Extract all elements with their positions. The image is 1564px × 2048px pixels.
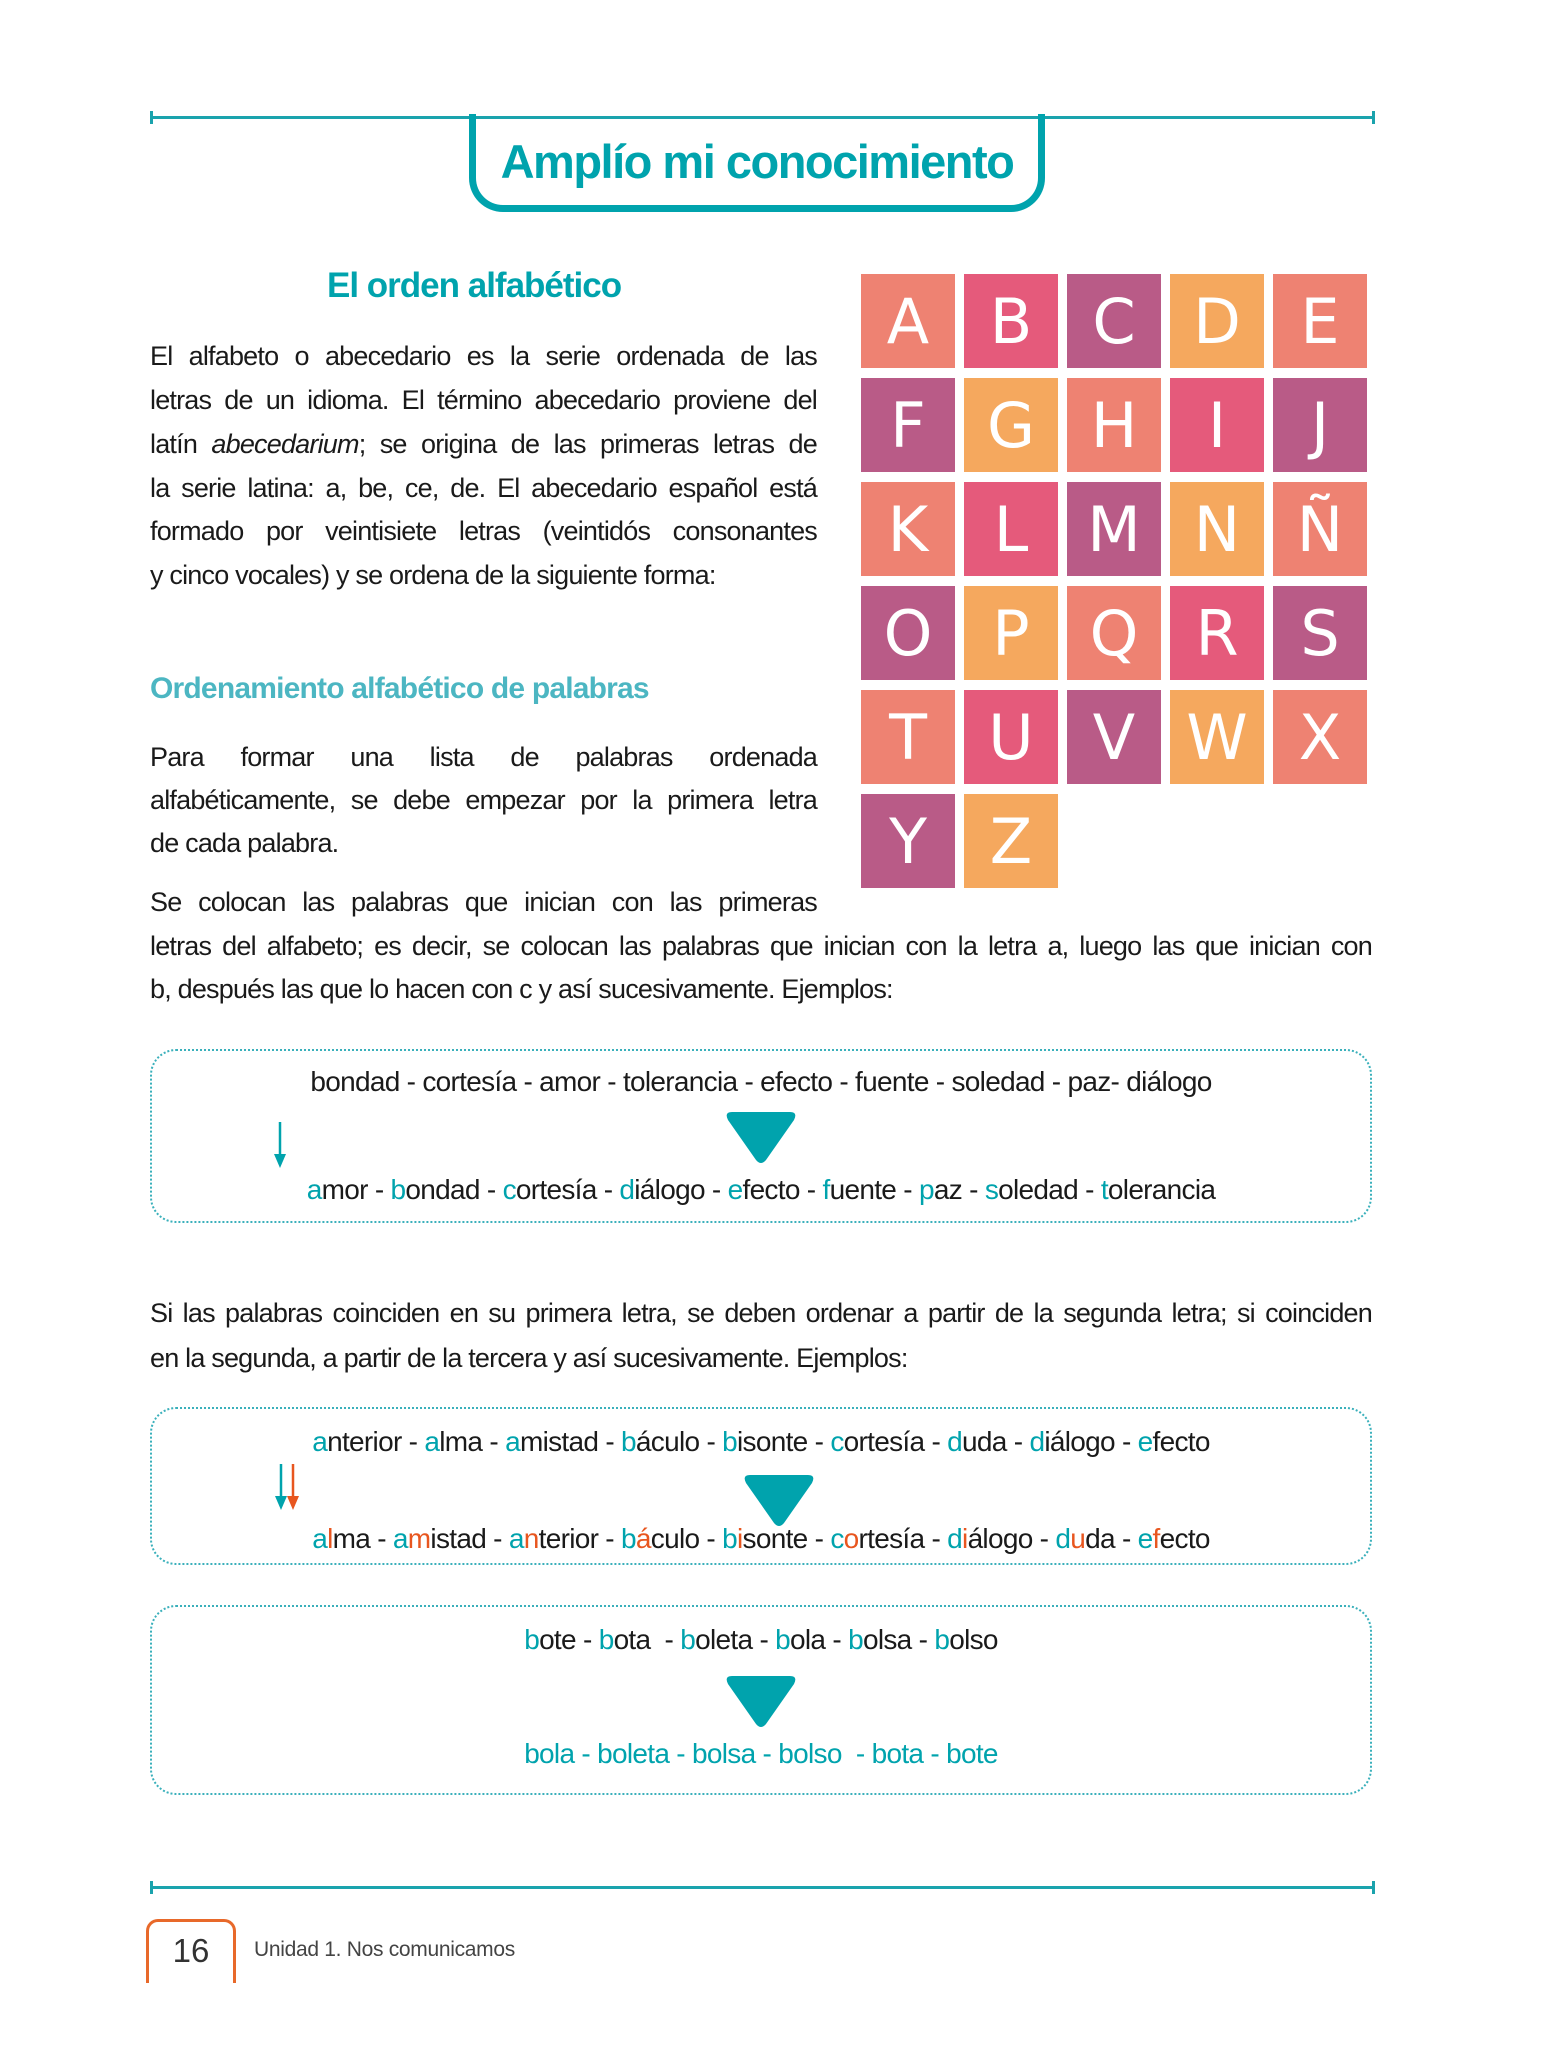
paragraph-line: formado por veintisiete letras (veintidós consonantes	[150, 516, 817, 546]
letter-tile: Q	[1067, 586, 1161, 680]
word-rest: sonte	[742, 1523, 808, 1554]
separator: -	[1078, 1174, 1101, 1205]
highlight-orange: m	[407, 1523, 431, 1554]
example-word	[1101, 1174, 1215, 1205]
separator: -	[1006, 1426, 1030, 1457]
word-rest: álogo	[967, 1523, 1033, 1554]
letter-tile: D	[1170, 274, 1264, 368]
word-rest: oledad	[998, 1174, 1079, 1205]
example-word	[422, 1066, 516, 1097]
separator: -	[1032, 1523, 1056, 1554]
letter-tile: A	[861, 274, 955, 368]
section-title: Amplío mi conocimiento	[500, 135, 1014, 188]
highlight-teal: a	[312, 1523, 328, 1554]
letter-tile: H	[1067, 378, 1161, 472]
highlight-teal: a	[306, 1174, 322, 1205]
separator: -	[825, 1624, 849, 1655]
example-word	[722, 1426, 807, 1457]
word-rest: ortesía	[843, 1426, 925, 1457]
separator: -	[924, 1523, 948, 1554]
letter-tile: W	[1170, 690, 1264, 784]
word-rest: bote	[946, 1738, 998, 1769]
highlight-teal: b	[680, 1624, 696, 1655]
highlight-orange: á	[635, 1523, 651, 1554]
example-word	[509, 1523, 598, 1554]
paragraph-line: Para formar una lista de palabras ordenada	[150, 742, 817, 772]
highlight-teal: t	[1100, 1174, 1108, 1205]
word-rest: mor	[321, 1174, 368, 1205]
paragraph-line: la serie latina: a, be, ce, de. El abecedario español está	[150, 473, 817, 503]
example-word	[597, 1738, 669, 1769]
separator: -	[598, 1426, 622, 1457]
highlight-teal: b	[621, 1426, 636, 1457]
word-rest: iálogo	[1044, 1426, 1115, 1457]
separator: -	[799, 1174, 823, 1205]
word-rest: efecto	[760, 1066, 833, 1097]
page-number-box	[146, 1919, 236, 1983]
word-rest: istad	[430, 1523, 487, 1554]
word-rest: oleta	[695, 1624, 753, 1655]
page-number: 16	[172, 1932, 210, 1969]
separator: -	[598, 1523, 622, 1554]
example-word	[599, 1624, 651, 1655]
word-rest: iálogo	[634, 1174, 705, 1205]
example-word	[312, 1523, 370, 1554]
word-rest: lma	[439, 1426, 483, 1457]
example-word	[934, 1624, 997, 1655]
example-word	[1067, 1066, 1110, 1097]
paragraph-line: Si las palabras coinciden en su primera letra, se deben ordenar a partir de la segunda letra; si coinciden	[150, 1298, 1372, 1328]
example-word	[728, 1174, 800, 1205]
example-word	[1055, 1523, 1115, 1554]
highlight-teal: b	[390, 1174, 406, 1205]
word-rest: uda	[962, 1426, 1007, 1457]
example-word	[539, 1066, 600, 1097]
word-rest: ola	[790, 1624, 826, 1655]
word-rest: da	[1085, 1523, 1115, 1554]
highlight-teal: d	[947, 1523, 963, 1554]
separator: -	[669, 1738, 693, 1769]
down-arrow-icon	[273, 1122, 287, 1168]
word-rest: terior	[538, 1523, 599, 1554]
highlight-teal: e	[1137, 1426, 1153, 1457]
example-word	[424, 1426, 482, 1457]
separator: -	[962, 1174, 985, 1205]
example-word	[855, 1066, 929, 1097]
word-rest: amor	[539, 1066, 601, 1097]
separator: -	[699, 1426, 723, 1457]
letter-tile: O	[861, 586, 955, 680]
separator: -	[486, 1523, 509, 1554]
example-word	[946, 1738, 998, 1769]
word-rest: ondad	[405, 1174, 480, 1205]
separator: -	[755, 1738, 779, 1769]
example-word	[848, 1624, 911, 1655]
letter-tile: R	[1170, 586, 1264, 680]
highlight-teal: c	[502, 1174, 516, 1205]
word-rest: rtesía	[858, 1523, 925, 1554]
highlight-orange: o	[843, 1523, 859, 1554]
highlight-orange: n	[523, 1523, 539, 1554]
word-rest: paz	[1067, 1066, 1111, 1097]
separator: -	[370, 1523, 393, 1554]
separator: -	[479, 1174, 503, 1205]
word-rest: tolerancia	[622, 1066, 738, 1097]
separator: -	[704, 1174, 728, 1205]
separator: -	[896, 1174, 919, 1205]
highlight-orange: i	[737, 1523, 743, 1554]
word-rest: olso	[949, 1624, 998, 1655]
word-rest: mistad	[519, 1426, 599, 1457]
alphabet-grid	[861, 274, 1367, 888]
word-rest: bolsa	[692, 1738, 756, 1769]
separator: -	[1114, 1523, 1138, 1554]
separator: -	[1114, 1426, 1138, 1457]
letter-tile: Z	[964, 794, 1058, 888]
highlight-teal: b	[848, 1624, 863, 1655]
example-word	[692, 1738, 755, 1769]
highlight-teal: d	[1029, 1426, 1045, 1457]
example-word	[722, 1523, 807, 1554]
separator: -	[923, 1738, 947, 1769]
highlight-teal: b	[934, 1624, 950, 1655]
example-1-ordered	[150, 1174, 1372, 1206]
word-rest: fecto	[742, 1174, 800, 1205]
example-word	[830, 1426, 924, 1457]
highlight-teal: s	[984, 1174, 999, 1205]
separator: -	[699, 1523, 723, 1554]
word-rest: culo	[650, 1523, 700, 1554]
word-rest: uente	[829, 1174, 897, 1205]
example-3-unordered	[150, 1624, 1372, 1656]
text-segment: latín	[150, 429, 212, 459]
example-word	[623, 1066, 737, 1097]
letter-tile: Ñ	[1273, 482, 1367, 576]
highlight-orange: f	[1152, 1523, 1160, 1554]
highlight-teal: b	[722, 1426, 738, 1457]
word-rest: cortesía	[422, 1066, 517, 1097]
separator: -	[399, 1066, 423, 1097]
letter-tile: X	[1273, 690, 1367, 784]
example-1-unordered	[150, 1066, 1372, 1098]
separator: -	[737, 1066, 761, 1097]
paragraph-line: El alfabeto o abecedario es la serie ordenada de las	[150, 341, 817, 371]
letter-tile: F	[861, 378, 955, 472]
italic-term: abecedarium	[211, 429, 359, 459]
example-word	[947, 1426, 1007, 1457]
highlight-teal: a	[424, 1426, 440, 1457]
letter-tile: J	[1273, 378, 1367, 472]
paragraph-line: Se colocan las palabras que inician con las primeras	[150, 887, 817, 917]
example-word	[947, 1523, 1032, 1554]
paragraph-line	[150, 426, 817, 462]
highlight-orange: u	[1070, 1523, 1086, 1554]
letter-tile: C	[1067, 274, 1161, 368]
example-2-ordered	[150, 1523, 1372, 1555]
highlight-teal: a	[312, 1426, 328, 1457]
letter-tile: L	[964, 482, 1058, 576]
highlight-teal: b	[722, 1523, 738, 1554]
word-rest: ote	[539, 1624, 576, 1655]
bottom-rule	[150, 1886, 1375, 1889]
highlight-teal: b	[775, 1624, 791, 1655]
example-word	[310, 1066, 399, 1097]
highlight-teal: a	[392, 1523, 408, 1554]
heading-ordenamiento: Ordenamiento alfabético de palabras	[150, 672, 649, 705]
letter-tile: K	[861, 482, 955, 576]
word-rest: bota	[871, 1738, 924, 1769]
word-rest: ortesía	[515, 1174, 597, 1205]
example-word	[621, 1426, 699, 1457]
highlight-orange: l	[327, 1523, 333, 1554]
highlight-teal: e	[1137, 1523, 1153, 1554]
separator: -	[841, 1738, 872, 1769]
separator: -	[911, 1624, 935, 1655]
separator: -	[752, 1624, 776, 1655]
word-rest: olerancia	[1107, 1174, 1216, 1205]
example-word	[393, 1523, 486, 1554]
separator: -	[832, 1066, 856, 1097]
example-word	[391, 1174, 480, 1205]
word-rest: boleta	[597, 1738, 670, 1769]
separator: -	[482, 1426, 506, 1457]
example-word	[775, 1624, 825, 1655]
word-rest: ota	[613, 1624, 651, 1655]
example-word	[823, 1174, 897, 1205]
example-word	[619, 1174, 704, 1205]
example-word	[778, 1738, 841, 1769]
letter-tile: Y	[861, 794, 955, 888]
word-rest: diálogo	[1126, 1066, 1212, 1097]
word-rest: ma	[332, 1523, 371, 1554]
letter-tile: U	[964, 690, 1058, 784]
letter-tile: N	[1170, 482, 1264, 576]
word-rest: bola	[524, 1738, 575, 1769]
highlight-orange: i	[962, 1523, 968, 1554]
example-word	[505, 1426, 598, 1457]
separator: -	[575, 1624, 599, 1655]
example-word	[1138, 1523, 1210, 1554]
letter-tile: G	[964, 378, 1058, 472]
example-word	[621, 1523, 699, 1554]
example-3-ordered	[150, 1738, 1372, 1770]
letter-tile: V	[1067, 690, 1161, 784]
letter-tile: M	[1067, 482, 1161, 576]
example-word	[760, 1066, 832, 1097]
example-word	[985, 1174, 1078, 1205]
highlight-teal: d	[947, 1426, 963, 1457]
example-word	[1126, 1066, 1211, 1097]
separator: -	[516, 1066, 540, 1097]
highlight-teal: d	[1055, 1523, 1071, 1554]
down-triangle-icon	[724, 1674, 798, 1728]
separator: -	[600, 1066, 623, 1097]
down-arrow-orange-icon	[286, 1464, 300, 1510]
highlight-teal: f	[822, 1174, 830, 1205]
example-word	[919, 1174, 962, 1205]
example-2-unordered	[150, 1426, 1372, 1458]
separator: -	[596, 1174, 620, 1205]
word-rest: fuente	[855, 1066, 929, 1097]
word-rest: bondad	[310, 1066, 400, 1097]
letter-tile: T	[861, 690, 955, 784]
paragraph-line: y cinco vocales) y se ordena de la siguiente forma:	[150, 560, 716, 590]
word-rest: az	[933, 1174, 963, 1205]
down-triangle-icon	[724, 1110, 798, 1164]
separator: -	[928, 1066, 952, 1097]
highlight-teal: d	[619, 1174, 635, 1205]
separator: -	[807, 1426, 831, 1457]
example-word	[830, 1523, 924, 1554]
separator: -	[1110, 1066, 1127, 1097]
paragraph-line: alfabéticamente, se debe empezar por la primera letra	[150, 785, 817, 815]
example-word	[1138, 1426, 1210, 1457]
unit-title: Unidad 1. Nos comunicamos	[254, 1938, 515, 1961]
example-word	[872, 1738, 924, 1769]
highlight-teal: c	[830, 1523, 844, 1554]
word-rest: ecto	[1159, 1523, 1210, 1554]
separator: -	[367, 1174, 391, 1205]
letter-tile: S	[1273, 586, 1367, 680]
example-word	[1029, 1426, 1114, 1457]
word-rest: áculo	[635, 1426, 700, 1457]
separator: -	[650, 1624, 681, 1655]
word-rest: olsa	[862, 1624, 912, 1655]
separator: -	[1044, 1066, 1068, 1097]
separator: -	[807, 1523, 831, 1554]
highlight-teal: b	[598, 1624, 614, 1655]
example-word	[503, 1174, 597, 1205]
down-triangle-icon	[742, 1473, 816, 1527]
highlight-teal: a	[505, 1426, 520, 1457]
separator: -	[401, 1426, 425, 1457]
word-rest: soledad	[951, 1066, 1045, 1097]
text-segment: ; se origina de las primeras letras de	[358, 429, 817, 459]
letter-tile: E	[1273, 274, 1367, 368]
separator: -	[924, 1426, 948, 1457]
paragraph-line: en la segunda, a partir de la tercera y así sucesivamente. Ejemplos:	[150, 1343, 908, 1373]
word-rest: nterior	[327, 1426, 402, 1457]
highlight-teal: b	[524, 1624, 540, 1655]
letter-tile: P	[964, 586, 1058, 680]
letter-tile: B	[964, 274, 1058, 368]
example-word	[307, 1174, 368, 1205]
highlight-teal: c	[830, 1426, 844, 1457]
example-word	[312, 1426, 401, 1457]
highlight-teal: e	[727, 1174, 743, 1205]
highlight-teal: a	[508, 1523, 524, 1554]
example-word	[952, 1066, 1045, 1097]
word-rest: fecto	[1152, 1426, 1210, 1457]
heading-orden-alfabetico: El orden alfabético	[327, 266, 622, 305]
example-word	[680, 1624, 752, 1655]
paragraph-line: letras del alfabeto; es decir, se colocan las palabras que inician con la letra a, luego las que inician con	[150, 931, 1372, 961]
section-title-box	[469, 114, 1045, 212]
word-rest: isonte	[737, 1426, 808, 1457]
paragraph-line: de cada palabra.	[150, 828, 339, 858]
example-word	[524, 1738, 574, 1769]
paragraph-line: letras de un idioma. El término abecedario proviene del	[150, 385, 817, 415]
example-word	[524, 1624, 576, 1655]
paragraph-line: b, después las que lo hacen con c y así sucesivamente. Ejemplos:	[150, 974, 893, 1004]
separator: -	[574, 1738, 598, 1769]
letter-tile: I	[1170, 378, 1264, 472]
highlight-teal: p	[918, 1174, 934, 1205]
word-rest: bolso	[778, 1738, 842, 1769]
highlight-teal: b	[621, 1523, 636, 1554]
